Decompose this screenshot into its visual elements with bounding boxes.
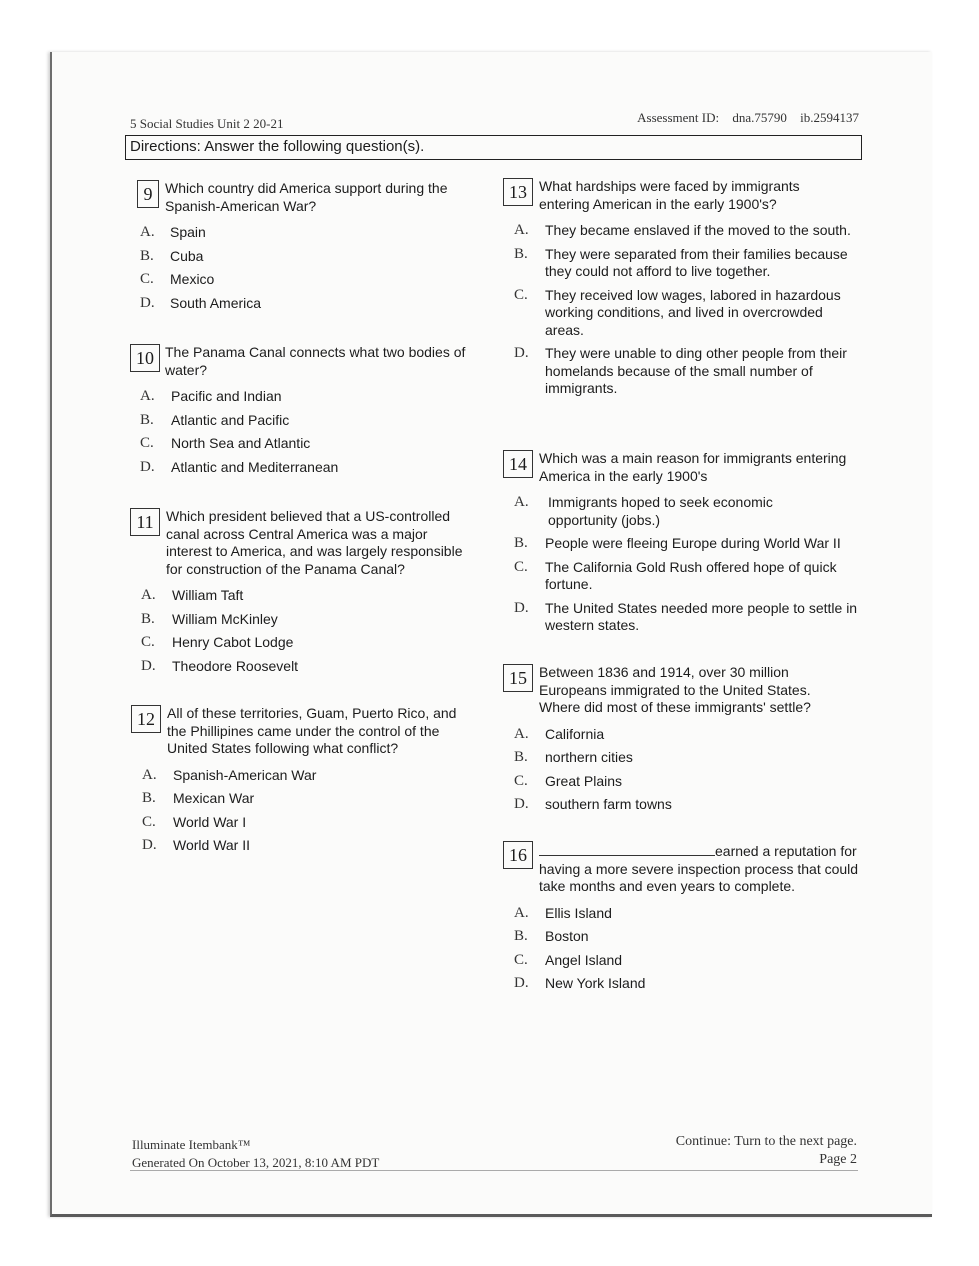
footer-left (132, 1136, 379, 1172)
option-c[interactable]: C. North Sea and Atlantic (140, 435, 311, 451)
question-text: The Panama Canal connects what two bodies of water? (165, 344, 466, 378)
footer-divider (130, 1170, 858, 1171)
question-14 (503, 450, 863, 641)
option-b[interactable]: B. Mexican War (142, 790, 255, 806)
question-16 (503, 841, 863, 999)
option-a[interactable]: A. Spain (140, 224, 206, 240)
question-number: 9 (137, 180, 159, 208)
question-11 (130, 508, 480, 681)
page-number: Page 2 (819, 1152, 857, 1167)
option-b[interactable]: B. Cuba (140, 247, 204, 264)
assessment-label: Assessment ID: (637, 110, 720, 125)
question-15 (503, 664, 863, 820)
question-number: 11 (130, 508, 160, 536)
generated-date: Generated On October 13, 2021, 8:10 AM PDT (132, 1155, 380, 1170)
question-text: All of these territories, Guam, Puerto Rico, and the Phillipines came under the control of the United States following what conflict? (167, 705, 457, 756)
question-number: 10 (130, 344, 160, 372)
question-number: 12 (131, 705, 161, 733)
question-text: Which country did America support during the Spanish-American War? (165, 180, 448, 214)
option-b[interactable]: B. northern cities (514, 749, 633, 765)
question-number: 14 (503, 450, 533, 478)
option-b[interactable]: B. William McKinley (141, 610, 278, 627)
option-a[interactable]: A. They became enslaved if the moved to the south. (514, 222, 851, 238)
option-c[interactable]: C. The California Gold Rush offered hope of quick fortune. (514, 558, 837, 592)
option-b[interactable]: B. People were fleeing Europe during World War II (514, 535, 841, 551)
assessment-header (627, 110, 859, 126)
option-d[interactable]: D. They were unable to ding other people from their homelands because of the small number of immigrants. (514, 345, 847, 396)
answer-blank (539, 841, 715, 856)
option-d[interactable]: D. South America (140, 294, 262, 311)
option-a[interactable]: A. Pacific and Indian (140, 388, 282, 404)
question-number: 13 (503, 178, 533, 206)
question-text: earned a reputation for having a more severe inspection process that could take months and even years to complete. (539, 843, 859, 894)
question-number: 16 (503, 841, 533, 869)
option-c[interactable]: C. Henry Cabot Lodge (141, 634, 294, 650)
question-9 (137, 180, 487, 318)
course-title: 5 Social Studies Unit 2 20-21 (130, 116, 284, 131)
option-d[interactable]: D. Theodore Roosevelt (141, 657, 299, 674)
option-a[interactable]: A. Spanish-American War (142, 766, 317, 783)
question-text: Which was a main reason for immigrants entering America in the early 1900's (539, 450, 847, 484)
option-c[interactable]: C. Great Plains (514, 772, 623, 789)
footer-right (676, 1133, 857, 1169)
option-d[interactable]: D. Atlantic and Mediterranean (140, 458, 339, 475)
option-d[interactable]: D. World War II (142, 837, 251, 853)
assessment-id: dna.75790 (732, 110, 787, 125)
option-b[interactable]: B. Atlantic and Pacific (140, 411, 290, 428)
option-c[interactable]: C. Angel Island (514, 951, 623, 968)
option-b[interactable]: B. Boston (514, 928, 589, 944)
item-bank-id: ib.2594137 (800, 110, 859, 125)
question-13 (503, 178, 863, 404)
question-text: What hardships were faced by immigrants entering American in the early 1900's? (539, 178, 800, 212)
question-text: Between 1836 and 1914, over 30 million Europeans immigrated to the United States. Where did most of these immigrants' settle? (539, 664, 811, 715)
option-c[interactable]: C. They received low wages, labored in hazardous working conditions, and lived in overcrowded areas. (514, 286, 841, 338)
option-d[interactable]: D. New York Island (514, 975, 646, 991)
question-text: Which president believed that a US-controlled canal across Central America was a major interest to America, and was largely responsible for construction of the Panama Canal? (166, 508, 463, 577)
question-10 (130, 344, 480, 482)
option-a[interactable]: A. Ellis Island (514, 904, 612, 921)
brand-name: Illuminate Itembank™ (132, 1137, 251, 1152)
directions-box: Directions: Answer the following question(s). (125, 135, 862, 160)
question-number: 15 (503, 664, 533, 692)
option-d[interactable]: D. The United States needed more people to settle in western states. (514, 599, 858, 633)
option-a[interactable]: A. California (514, 725, 605, 742)
option-b[interactable]: B. They were separated from their families because they could not afford to live together. (514, 245, 848, 279)
option-d[interactable]: D. southern farm towns (514, 796, 672, 812)
question-12 (131, 705, 481, 861)
option-a[interactable]: A. Immigrants hoped to seek economic opportunity (jobs.) (514, 494, 773, 528)
option-c[interactable]: C. Mexico (140, 271, 215, 287)
continue-note: Continue: Turn to the next page. (675, 1134, 857, 1149)
option-a[interactable]: A. William Taft (141, 587, 244, 603)
option-c[interactable]: C. World War I (142, 813, 247, 830)
